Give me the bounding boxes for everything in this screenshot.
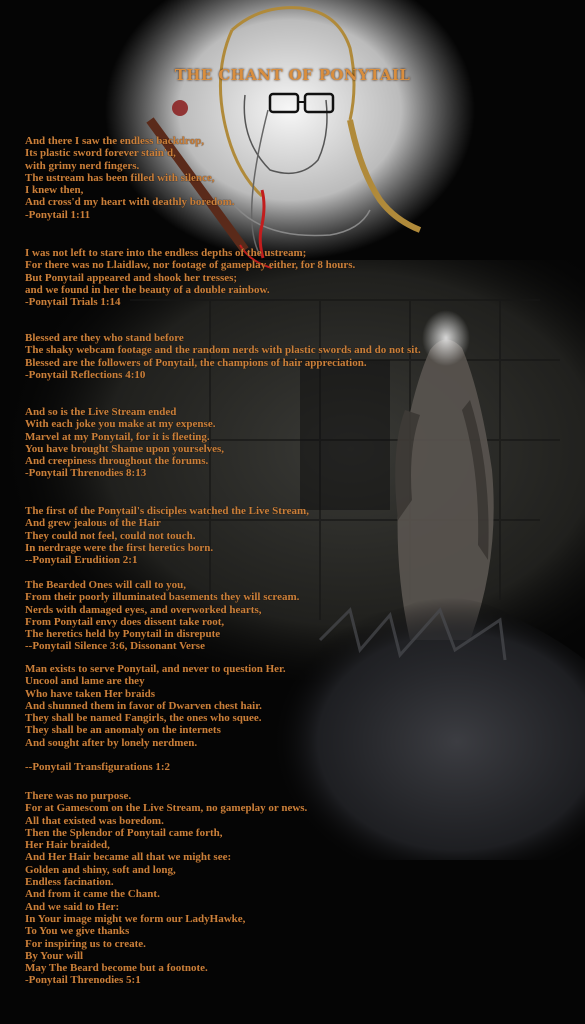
verse-line: All that existed was boredom. xyxy=(25,814,164,827)
verse-line: Golden and shiny, soft and long, xyxy=(25,863,176,876)
verse-line: The first of the Ponytail's disciples watched the Live Stream, xyxy=(25,505,309,517)
verse-line: --Ponytail Transfigurations 1:2 xyxy=(25,761,171,774)
verse-line: Its plastic sword forever stain'd, xyxy=(25,147,176,160)
verse-line: -Ponytail Threnodies 8:13 xyxy=(25,467,147,480)
verse-line: But Ponytail appeared and shook her tresses; xyxy=(25,271,238,284)
verse-line: Her Hair braided, xyxy=(25,839,110,852)
verse-line: For inspiring us to create. xyxy=(25,937,146,950)
verse-line: And shunned them in favor of Dwarven chest hair. xyxy=(25,699,262,712)
page-title: THE CHANT OF PONYTAIL xyxy=(174,66,411,84)
verse-line: They could not feel, could not touch. xyxy=(25,529,196,542)
verse-line: Man exists to serve Ponytail, and never to question Her. xyxy=(25,663,286,675)
verse-line: And Her Hair became all that we might see: xyxy=(25,851,232,864)
verse-line: And so is the Live Stream ended xyxy=(25,406,177,418)
verse-line: In nerdrage were the first heretics born. xyxy=(25,541,214,554)
verse-line: The Bearded Ones will call to you, xyxy=(25,579,187,591)
verse-line: Marvel at my Ponytail, for it is fleeting. xyxy=(25,430,210,443)
verse-line: May The Beard become but a footnote. xyxy=(25,962,208,975)
verse-line: The heretics held by Ponytail in disrepute xyxy=(25,628,221,641)
verse-line: I knew then, xyxy=(25,184,84,197)
verse-line: With each joke you make at my expense. xyxy=(25,418,216,431)
verse-line: The ustream has been filled with silence, xyxy=(25,171,215,184)
verse-line: For there was no Llaidlaw, nor footage of gameplay either, for 8 hours. xyxy=(25,259,356,272)
verse-line: They shall be an anomaly on the internets xyxy=(25,724,221,737)
verse-line: They shall be named Fangirls, the ones who squee. xyxy=(25,712,262,725)
verse-5 xyxy=(25,505,565,566)
verse-line: Blessed are they who stand before xyxy=(25,332,184,344)
verse-line: There was no purpose. xyxy=(25,790,132,802)
verse-line: By Your will xyxy=(25,949,84,962)
verse-line: And cross'd my heart with deathly boredom. xyxy=(25,196,235,209)
verse-line: -Ponytail Reflections 4:10 xyxy=(25,368,146,381)
verse-line: From Ponytail envy does dissent take root, xyxy=(25,615,225,628)
verse-line xyxy=(25,749,565,761)
verse-line: And creepiness throughout the forums. xyxy=(25,455,209,468)
verse-3 xyxy=(25,332,565,381)
verse-line: And there I saw the endless backdrop, xyxy=(25,135,204,147)
verse-line: Nerds with damaged eyes, and overworked hearts, xyxy=(25,603,262,616)
verse-line: For at Gamescom on the Live Stream, no gameplay or news. xyxy=(25,802,308,815)
verse-line: And grew jealous of the Hair xyxy=(25,517,161,530)
verse-line: --Ponytail Silence 3:6, Dissonant Verse xyxy=(25,640,205,653)
verse-line: And sought after by lonely nerdmen. xyxy=(25,736,198,749)
verse-line: Endless facination. xyxy=(25,876,114,889)
verse-line: -Ponytail 1:11 xyxy=(25,208,91,221)
verse-line: You have brought Shame upon yourselves, xyxy=(25,442,225,455)
verse-line: The shaky webcam footage and the random nerds with plastic swords and do not sit. xyxy=(25,344,421,357)
verse-line: --Ponytail Erudition 2:1 xyxy=(25,554,138,567)
verse-line: To You we give thanks xyxy=(25,925,130,938)
verse-line: In Your image might we form our LadyHawke, xyxy=(25,912,246,925)
verse-line: -Ponytail Threnodies 5:1 xyxy=(25,974,141,987)
verse-line: Blessed are the followers of Ponytail, the champions of hair appreciation. xyxy=(25,356,367,369)
verse-8 xyxy=(25,790,565,987)
verse-line: And from it came the Chant. xyxy=(25,888,160,901)
verse-4 xyxy=(25,406,565,480)
verse-line: and we found in her the beauty of a double rainbow. xyxy=(25,283,270,296)
verse-7 xyxy=(25,663,565,774)
verse-line: with grimy nerd fingers. xyxy=(25,159,140,172)
verse-line: I was not left to stare into the endless depths of the ustream; xyxy=(25,247,307,259)
verse-line: And we said to Her: xyxy=(25,900,120,913)
verse-line: -Ponytail Trials 1:14 xyxy=(25,296,121,309)
verse-line: Uncool and lame are they xyxy=(25,675,145,688)
verse-1 xyxy=(25,135,565,221)
verse-6 xyxy=(25,579,565,653)
verse-line: From their poorly illuminated basements they will scream. xyxy=(25,591,300,604)
verse-2 xyxy=(25,247,565,308)
verse-line: Then the Splendor of Ponytail came forth, xyxy=(25,826,223,839)
verse-line: Who have taken Her braids xyxy=(25,687,155,700)
